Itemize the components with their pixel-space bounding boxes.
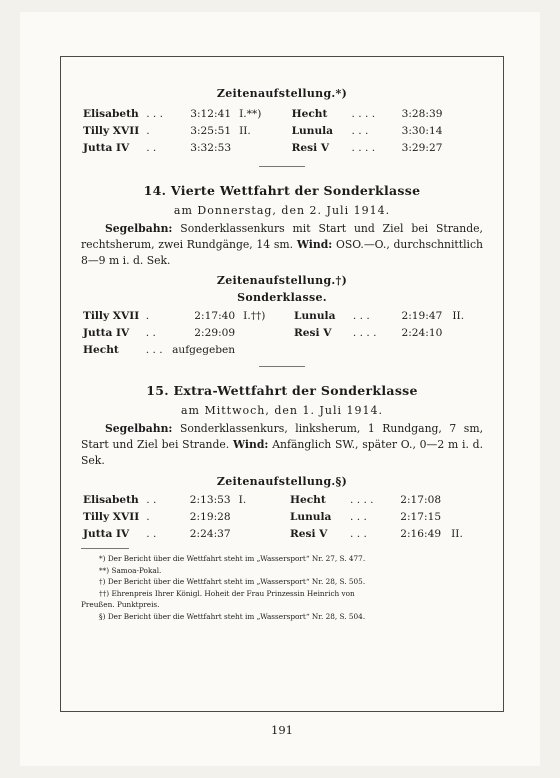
section-14-title: 14. Vierte Wettfahrt der Sonderklasse <box>143 183 421 198</box>
table-row <box>83 324 483 341</box>
page-number: 191 <box>271 723 293 737</box>
elapsed-time <box>387 341 442 358</box>
elapsed-time: 2:19:28 <box>189 510 231 523</box>
wind-label: Wind: <box>233 438 269 451</box>
elapsed-time: 2:29:09 <box>194 326 236 339</box>
footnote: Preußen. Punktpreis. <box>81 600 160 609</box>
elapsed-time: 2:17:40 <box>194 309 236 322</box>
placing <box>442 139 483 156</box>
boat-name: Lunula <box>291 124 334 137</box>
elapsed-time: 2:17:15 <box>400 510 442 523</box>
leader-dots: . . . <box>352 309 370 322</box>
boat-name: Tilly XVII <box>83 309 140 322</box>
subhead-14: Zeitenaufstellung.†) <box>216 274 348 287</box>
footnote: **) Samoa-Pokal. <box>99 565 162 575</box>
leader-dots: . . <box>146 141 157 154</box>
leader-dots: . . . <box>351 124 369 137</box>
boat-name: Jutta IV <box>83 527 130 540</box>
placing <box>235 341 294 358</box>
placing: I. <box>238 493 247 506</box>
page-content <box>81 87 483 622</box>
placing <box>231 139 292 156</box>
placing <box>231 508 290 525</box>
elapsed-time: 2:13:53 <box>189 493 231 506</box>
book-page <box>20 12 540 766</box>
footnote: §) Der Bericht über die Wettfahrt steht im „Wassersport“ Nr. 28, S. 504. <box>99 611 366 621</box>
leader-dots: . . . . <box>352 326 377 339</box>
course-label: Segelbahn: <box>105 222 173 235</box>
placing <box>442 105 483 122</box>
elapsed-time: 2:17:08 <box>400 493 442 506</box>
leader-dots <box>353 341 387 358</box>
elapsed-time: 3:12:41 <box>190 107 232 120</box>
wind-text: Anfänglich SW., später O., 0—2 m i. d. Sek. <box>81 438 484 467</box>
boat-name: Resi V <box>294 326 332 339</box>
elapsed-time: aufgegeben <box>172 343 236 356</box>
wind-text: OSO.—O., durchschnittlich 8—9 m i. d. Sek. <box>81 238 484 267</box>
elapsed-time: 2:24:37 <box>189 527 231 540</box>
table-row <box>83 139 483 156</box>
course-text: Sonderklassenkurs, linksherum, 1 Rundgang, 7 sm, Start und Ziel bei Strande. <box>81 422 483 451</box>
footnote: †) Der Bericht über die Wettfahrt steht im „Wassersport“ Nr. 28, S. 505. <box>99 577 366 586</box>
course-label: Segelbahn: <box>105 422 173 435</box>
placing: II. <box>239 124 251 137</box>
leader-dots: . . . <box>145 343 163 356</box>
table-row <box>83 525 483 542</box>
boat-name: Tilly XVII <box>83 124 140 137</box>
boat-name: Tilly XVII <box>83 510 140 523</box>
placing <box>441 491 483 508</box>
boat-name: Resi V <box>291 141 330 154</box>
placing <box>235 324 294 341</box>
footnotes <box>81 553 483 622</box>
table-row <box>83 307 483 324</box>
placing <box>441 508 483 525</box>
placing: I.††) <box>243 309 266 322</box>
table-row <box>83 105 483 122</box>
boat-name: Hecht <box>83 343 119 356</box>
section-14-date: am Donnerstag, den 2. Juli 1914. <box>173 204 391 217</box>
leader-dots: . . . <box>349 510 367 523</box>
elapsed-time: 3:32:53 <box>190 141 232 154</box>
boat-name: Elisabeth <box>83 107 139 120</box>
leader-dots: . <box>145 309 150 322</box>
class-label-14: Sonderklasse. <box>237 291 327 304</box>
results-table-14 <box>83 307 483 358</box>
table-row <box>83 122 483 139</box>
leader-dots: . . . <box>146 107 164 120</box>
elapsed-time: 3:28:39 <box>401 107 443 120</box>
results-table-top <box>83 105 483 156</box>
boat-name: Hecht <box>289 493 326 506</box>
section-14-course <box>81 221 483 269</box>
subhead-top: Zeitenaufstellung.*) <box>216 87 348 100</box>
footnote: *) Der Bericht über die Wettfahrt steht im „Wassersport“ Nr. 27, S. 477. <box>99 554 366 563</box>
boat-name: Jutta IV <box>83 141 130 154</box>
page-frame <box>60 56 504 737</box>
section-15-date: am Mittwoch, den 1. Juli 1914. <box>180 404 384 417</box>
leader-dots: . . . . <box>351 141 376 154</box>
table-row <box>83 508 483 525</box>
placing <box>231 525 290 542</box>
boat-name: Resi V <box>289 527 328 540</box>
leader-dots: . . . . <box>349 493 374 506</box>
placing <box>442 341 483 358</box>
results-table-15 <box>83 491 483 542</box>
table-row <box>83 341 483 358</box>
leader-dots: . <box>146 510 150 523</box>
placing <box>442 324 483 341</box>
boat-name: Lunula <box>294 309 336 322</box>
section-15-course <box>81 421 483 469</box>
boat-name: Hecht <box>291 107 328 120</box>
wind-label: Wind: <box>296 238 333 251</box>
leader-dots: . . . <box>349 527 367 540</box>
placing: II. <box>452 309 465 322</box>
elapsed-time: 3:29:27 <box>401 141 443 154</box>
elapsed-time: 2:16:49 <box>400 527 442 540</box>
section-15-title: 15. Extra-Wettfahrt der Sonderklasse <box>146 383 418 398</box>
placing: I.**) <box>239 107 262 120</box>
footnote: ††) Ehrenpreis Ihrer Königl. Hoheit der Frau Prinzessin Heinrich von <box>99 588 355 598</box>
boat-name: Jutta IV <box>83 326 130 339</box>
leader-dots: . . <box>146 527 157 540</box>
elapsed-time: 2:24:10 <box>401 326 443 339</box>
subhead-15: Zeitenaufstellung.§) <box>216 475 348 488</box>
elapsed-time: 3:30:14 <box>401 124 443 137</box>
course-text: Sonderklassenkurs mit Start und Ziel bei Strande, rechtsherum, zwei Rundgänge, 14 sm. <box>81 222 483 251</box>
leader-dots: . . <box>145 326 156 339</box>
divider <box>81 548 129 549</box>
boat-name <box>294 341 353 358</box>
placing <box>442 122 483 139</box>
elapsed-time: 3:25:51 <box>190 124 232 137</box>
leader-dots: . . . . <box>351 107 376 120</box>
leader-dots: . <box>146 124 150 137</box>
leader-dots: . . <box>146 493 157 506</box>
elapsed-time: 2:19:47 <box>401 309 443 322</box>
boat-name: Elisabeth <box>83 493 139 506</box>
divider <box>259 166 305 167</box>
table-row <box>83 491 483 508</box>
divider <box>259 366 305 367</box>
boat-name: Lunula <box>289 510 332 523</box>
placing: II. <box>451 527 463 540</box>
